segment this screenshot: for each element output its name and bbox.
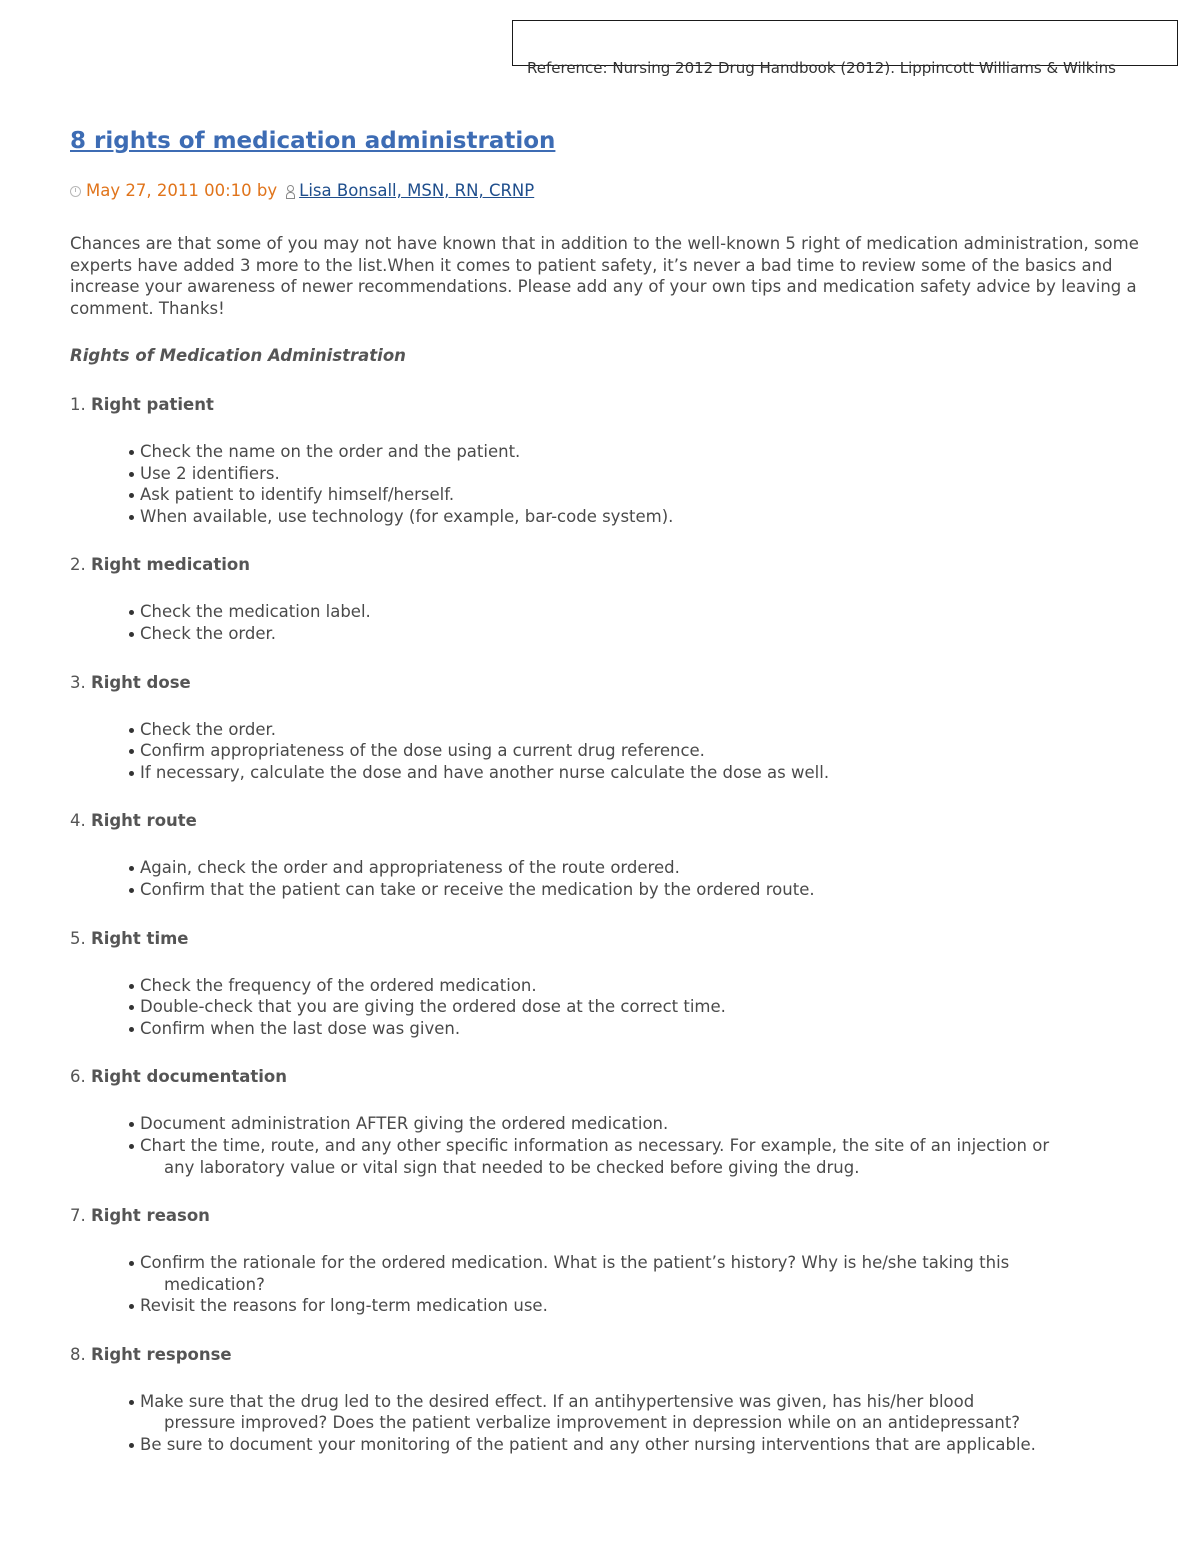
list-item-text-continued: medication? [164, 1274, 265, 1294]
list-item-text: Confirm when the last dose was given. [140, 1018, 461, 1038]
list-item-text-continued: any laboratory value or vital sign that needed to be checked before giving the drug. [164, 1157, 860, 1177]
list-item-text: Ask patient to identify himself/herself. [140, 485, 455, 505]
list-item-text: Be sure to document your monitoring of the patient and any other nursing interventions that are applicable. [140, 1435, 1036, 1455]
list-item-text: Check the medication label. [140, 602, 371, 622]
list-item-text: Confirm that the patient can take or receive the medication by the ordered route. [140, 879, 815, 899]
right-heading [70, 1344, 1140, 1366]
list-item-text: Confirm the rationale for the ordered medication. What is the patient’s history? Why is he/she taking this [140, 1253, 1010, 1273]
list-item-text: Check the order. [140, 623, 277, 643]
list-item [128, 996, 1140, 1018]
section-heading: Rights of Medication Administration [70, 346, 406, 365]
right-name: Right response [91, 1344, 232, 1364]
right-heading [70, 928, 1140, 950]
list-item-text: Make sure that the drug led to the desired effect. If an antihypertensive was given, has his/her blood [140, 1391, 975, 1411]
right-number: 2. [70, 555, 86, 575]
list-item [128, 975, 1140, 997]
right-heading [70, 672, 1140, 694]
list-item [128, 719, 1140, 741]
article-meta [70, 180, 1140, 202]
list-item [128, 762, 1140, 784]
right-number: 8. [70, 1344, 86, 1364]
list-item [128, 441, 1140, 463]
list-item-text: Again, check the order and appropriateness of the route ordered. [140, 858, 680, 878]
right-name: Right patient [91, 395, 214, 414]
post-date: May 27, 2011 00:10 [86, 181, 252, 200]
user-icon [285, 184, 295, 198]
list-item-text: Confirm appropriateness of the dose using a current drug reference. [140, 741, 705, 761]
list-item [128, 1434, 1140, 1456]
right-name: Right documentation [91, 1067, 288, 1087]
right-heading [70, 810, 1140, 832]
right-number: 7. [70, 1206, 86, 1226]
bullet-list [70, 857, 1140, 900]
list-item-text: Use 2 identifiers. [140, 463, 280, 483]
right-number: 1. [70, 395, 86, 414]
list-item-text: If necessary, calculate the dose and have another nurse calculate the dose as well. [140, 762, 830, 782]
right-heading [70, 1205, 1140, 1227]
bullet-list [70, 1113, 1140, 1178]
right-name: Right route [91, 811, 197, 831]
intro-paragraph: Chances are that some of you may not have known that in addition to the well-known 5 right of medication administration, some experts have added 3 more to the list.When it comes to patient safety, it’s never a bad time to review some of the basics and increase your awareness of newer recommendations. Please add any of your own tips and medication safety advice by leaving a comment. Thanks! [70, 234, 1139, 318]
list-item [128, 1295, 1140, 1317]
reference-text: Reference: Nursing 2012 Drug Handbook (2012). Lippincott Williams & Wilkins [527, 59, 1116, 77]
list-item-text: Check the frequency of the ordered medication. [140, 975, 537, 995]
list-item [128, 879, 1140, 901]
list-item [128, 1113, 1140, 1135]
right-name: Right medication [91, 555, 250, 575]
bullet-list [70, 1391, 1140, 1456]
list-item [128, 623, 1140, 645]
author-link[interactable]: Lisa Bonsall, MSN, RN, CRNP [299, 181, 535, 200]
list-item [128, 506, 1140, 528]
list-item-text: Document administration AFTER giving the ordered medication. [140, 1114, 669, 1134]
right-heading [70, 394, 1140, 416]
right-number: 4. [70, 811, 86, 831]
bullet-list [70, 1252, 1140, 1317]
right-heading [70, 1066, 1140, 1088]
right-name: Right reason [91, 1206, 210, 1226]
right-number: 5. [70, 928, 86, 948]
list-item [128, 857, 1140, 879]
right-heading [70, 554, 1140, 576]
right-name: Right dose [91, 672, 191, 692]
list-item-text: Check the order. [140, 719, 277, 739]
right-name: Right time [91, 928, 189, 948]
list-item [128, 1135, 1140, 1178]
list-item [128, 740, 1140, 762]
list-item [128, 1391, 1140, 1434]
list-item-text: Double-check that you are giving the ordered dose at the correct time. [140, 997, 726, 1017]
right-number: 3. [70, 672, 86, 692]
list-item-text: When available, use technology (for example, bar-code system). [140, 506, 674, 526]
list-item-text-continued: pressure improved? Does the patient verbalize improvement in depression while on an antidepressant? [164, 1413, 1021, 1433]
rights-list [70, 394, 1140, 1456]
bullet-list [70, 975, 1140, 1040]
bullet-list [70, 719, 1140, 784]
article-title[interactable]: 8 rights of medication administration [70, 128, 556, 154]
right-number: 6. [70, 1067, 86, 1087]
list-item [128, 601, 1140, 623]
list-item-text: Check the name on the order and the patient. [140, 442, 521, 461]
list-item-text: Revisit the reasons for long-term medication use. [140, 1296, 548, 1316]
list-item [128, 1252, 1140, 1295]
list-item [128, 484, 1140, 506]
list-item [128, 463, 1140, 485]
article [70, 126, 1140, 1456]
bullet-list [70, 441, 1140, 527]
reference-box [512, 20, 1178, 77]
clock-icon [70, 186, 81, 197]
by-label: by [256, 181, 278, 200]
list-item [128, 1018, 1140, 1040]
bullet-list [70, 601, 1140, 644]
list-item-text: Chart the time, route, and any other specific information as necessary. For example, the site of an injection or [140, 1135, 1050, 1155]
